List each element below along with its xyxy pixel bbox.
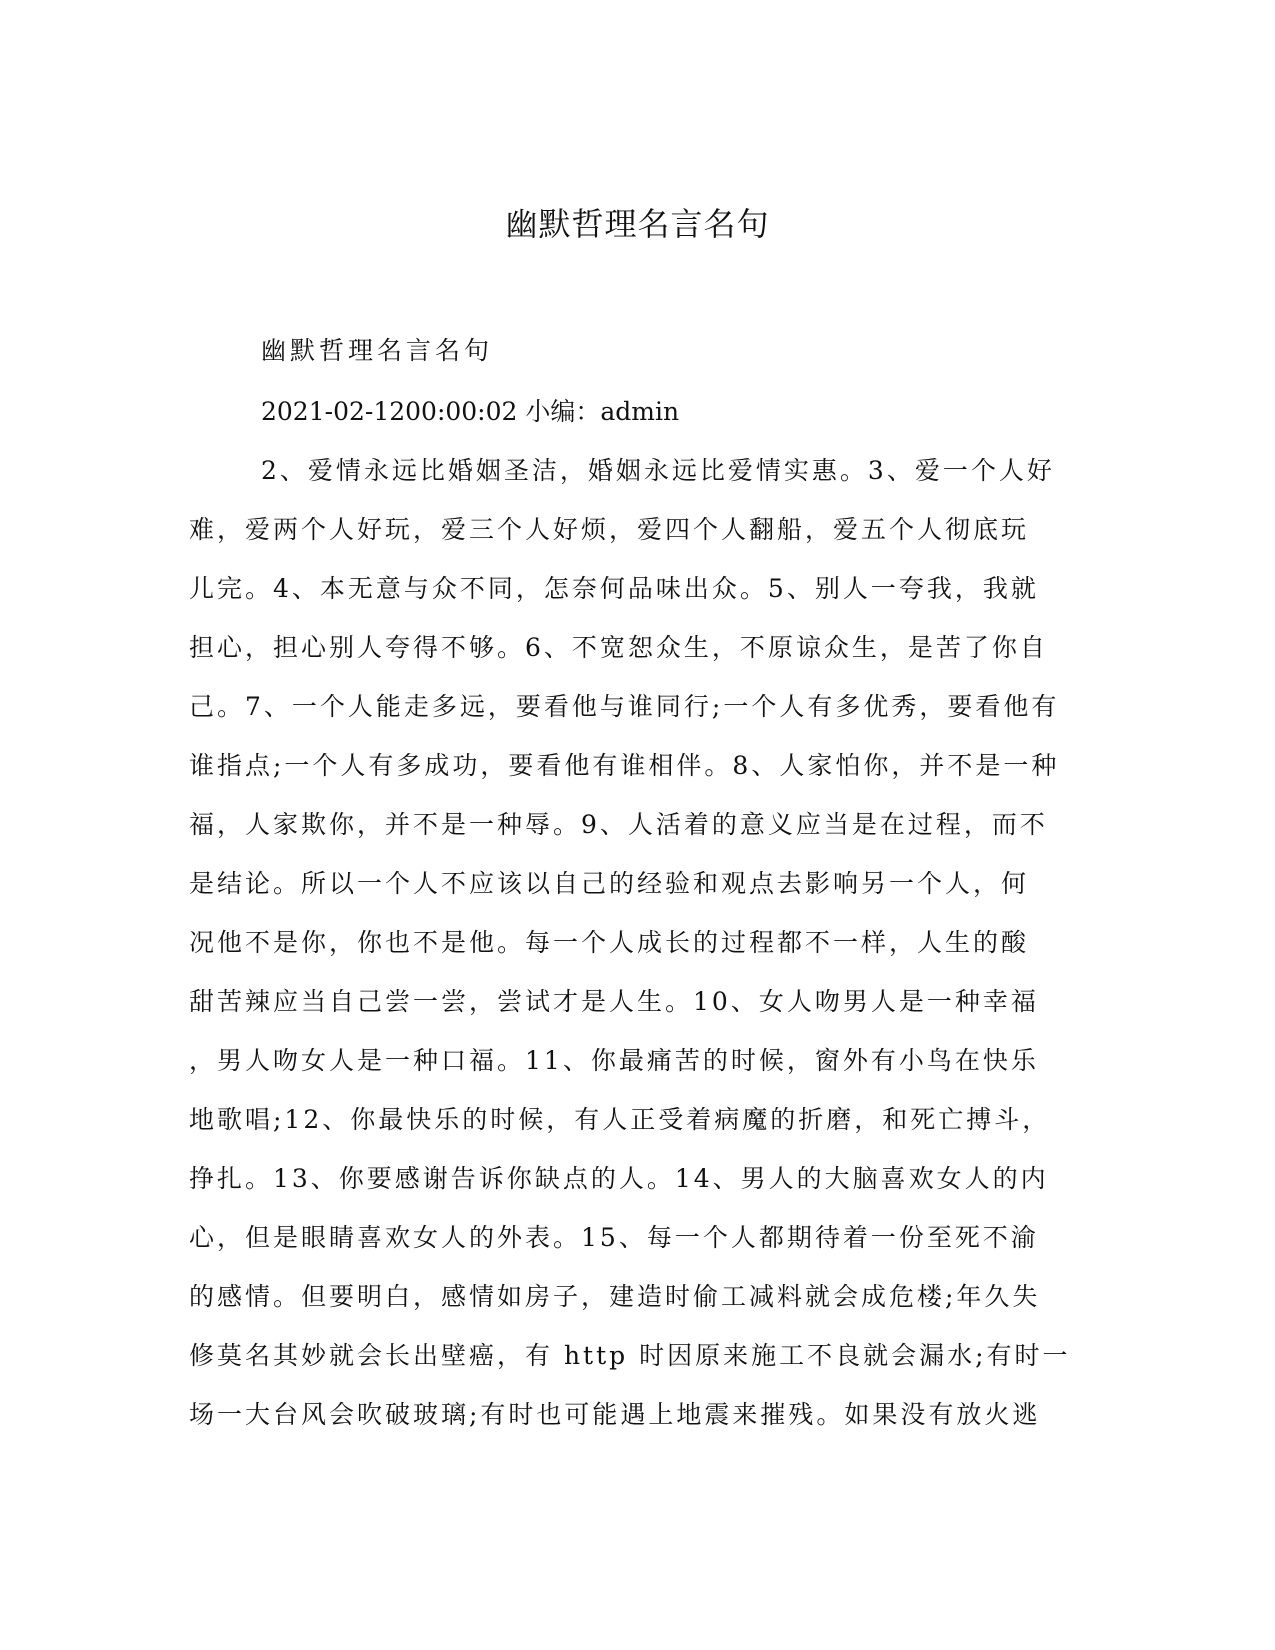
- body-line: 心，但是眼睛喜欢女人的外表。15、每一个人都期待着一份至死不渝: [189, 1223, 1039, 1252]
- body-line: 难，爱两个人好玩，爱三个人好烦，爱四个人翻船，爱五个人彻底玩: [189, 515, 1030, 544]
- body-line: 儿完。4、本无意与众不同，怎奈何品味出众。5、别人一夸我，我就: [189, 574, 1039, 603]
- body-line: 谁指点;一个人有多成功，要看他有谁相伴。8、人家怕你，并不是一种: [189, 751, 1060, 780]
- body-line: 担心，担心别人夸得不够。6、不宽恕众生，不原谅众生，是苦了你自: [189, 633, 1048, 662]
- body-line: 是结论。所以一个人不应该以自己的经验和观点去影响另一个人，何: [189, 869, 1030, 898]
- body-line: 福，人家欺你，并不是一种辱。9、人活着的意义应当是在过程，而不: [189, 810, 1048, 839]
- body-line: 场一大台风会吹破玻璃;有时也可能遇上地震来摧残。如果没有放火逃: [189, 1400, 1041, 1429]
- body-line: 况他不是你，你也不是他。每一个人成长的过程都不一样，人生的酸: [189, 928, 1030, 957]
- body-line: 2、爱情永远比婚姻圣洁，婚姻永远比爱情实惠。3、爱一个人好: [261, 456, 1055, 485]
- body-line: 修莫名其妙就会长出壁癌，有 http 时因原来施工不良就会漏水;有时一: [189, 1341, 1071, 1370]
- body-line: 的感情。但要明白，感情如房子，建造时偷工减料就会成危楼;年久失: [189, 1282, 1041, 1311]
- body-line: 己。7、一个人能走多远，要看他与谁同行;一个人有多优秀，要看他有: [189, 692, 1060, 721]
- body-line: 地歌唱;12、你最快乐的时候，有人正受着病魔的折磨，和死亡搏斗，: [189, 1105, 1051, 1134]
- body-line: 挣扎。13、你要感谢告诉你缺点的人。14、男人的大脑喜欢女人的内: [189, 1164, 1049, 1193]
- document-title: 幽默哲理名言名句: [505, 205, 770, 243]
- body-line: 甜苦辣应当自己尝一尝，尝试才是人生。10、女人吻男人是一种幸福: [189, 987, 1039, 1016]
- article-heading: 幽默哲理名言名句: [261, 336, 494, 365]
- article-meta: 2021-02-1200:00:02 小编：admin: [261, 397, 680, 426]
- body-line: ，男人吻女人是一种口福。11、你最痛苦的时候，窗外有小鸟在快乐: [189, 1046, 1039, 1075]
